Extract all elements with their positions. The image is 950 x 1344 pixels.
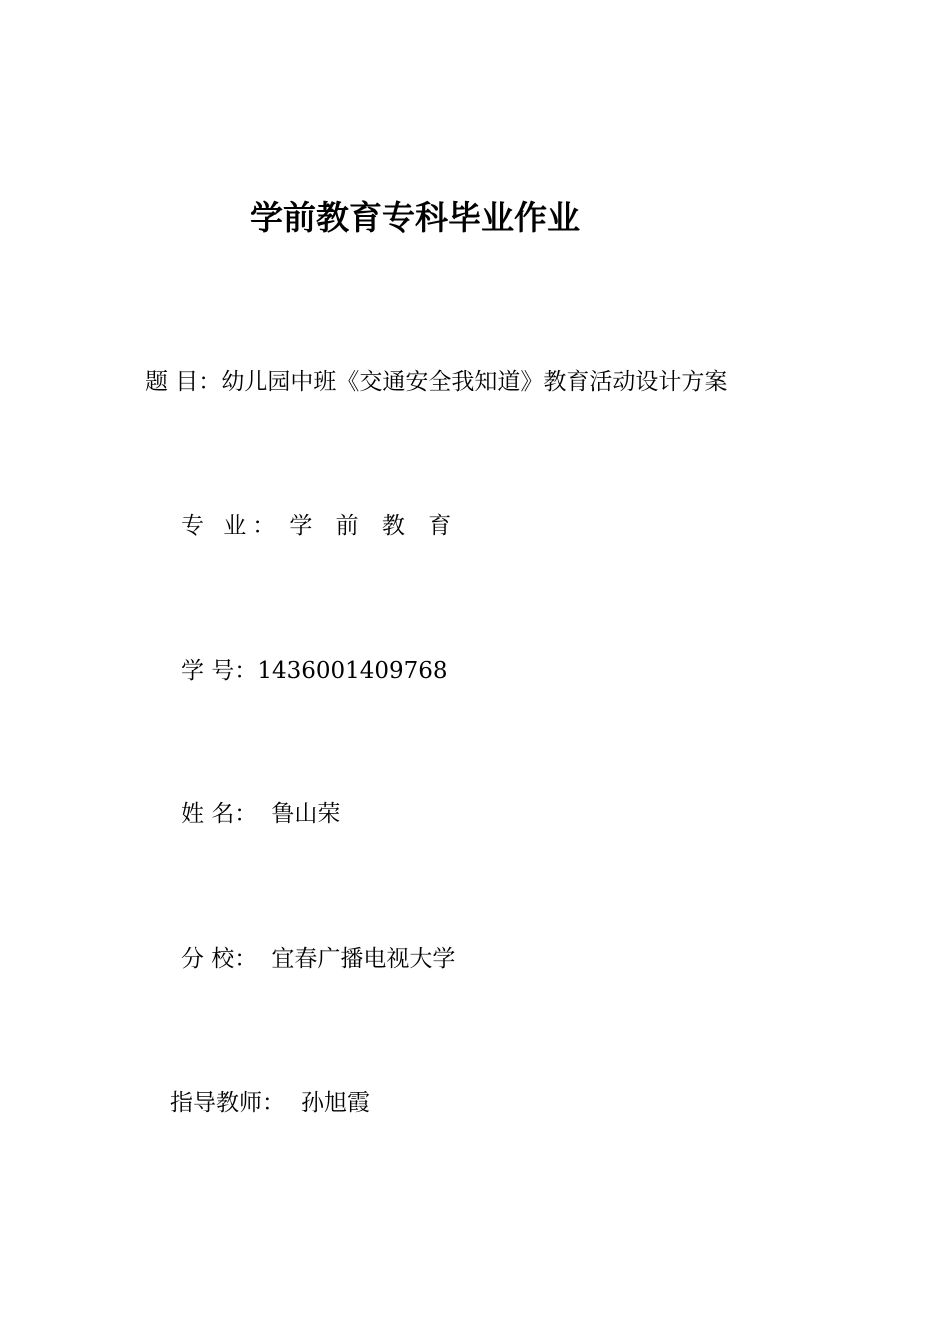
advisor-label: 指导教师：	[170, 1090, 285, 1116]
topic-value: 幼儿园中班《交通安全我知道》教育活动设计方案	[221, 369, 728, 395]
major-label: 专 业：	[181, 513, 282, 539]
field-advisor	[170, 1087, 370, 1119]
topic-label: 题 目：	[145, 369, 222, 395]
document-title: 学前教育专科毕业作业	[250, 198, 580, 237]
student-id-label: 学 号：	[181, 658, 258, 684]
field-student-id	[181, 655, 448, 687]
field-topic	[145, 366, 727, 398]
name-value: 鲁山荣	[271, 801, 341, 827]
major-value: 学 前 教 育	[289, 513, 460, 539]
student-id-value: 1436001409768	[257, 658, 448, 684]
field-branch	[181, 943, 455, 975]
advisor-value: 孙旭霞	[301, 1090, 370, 1116]
field-name	[181, 798, 340, 830]
branch-value: 宜春广播电视大学	[271, 946, 456, 972]
name-label: 姓 名：	[181, 801, 258, 827]
branch-label: 分 校：	[181, 946, 258, 972]
field-major	[181, 510, 459, 542]
